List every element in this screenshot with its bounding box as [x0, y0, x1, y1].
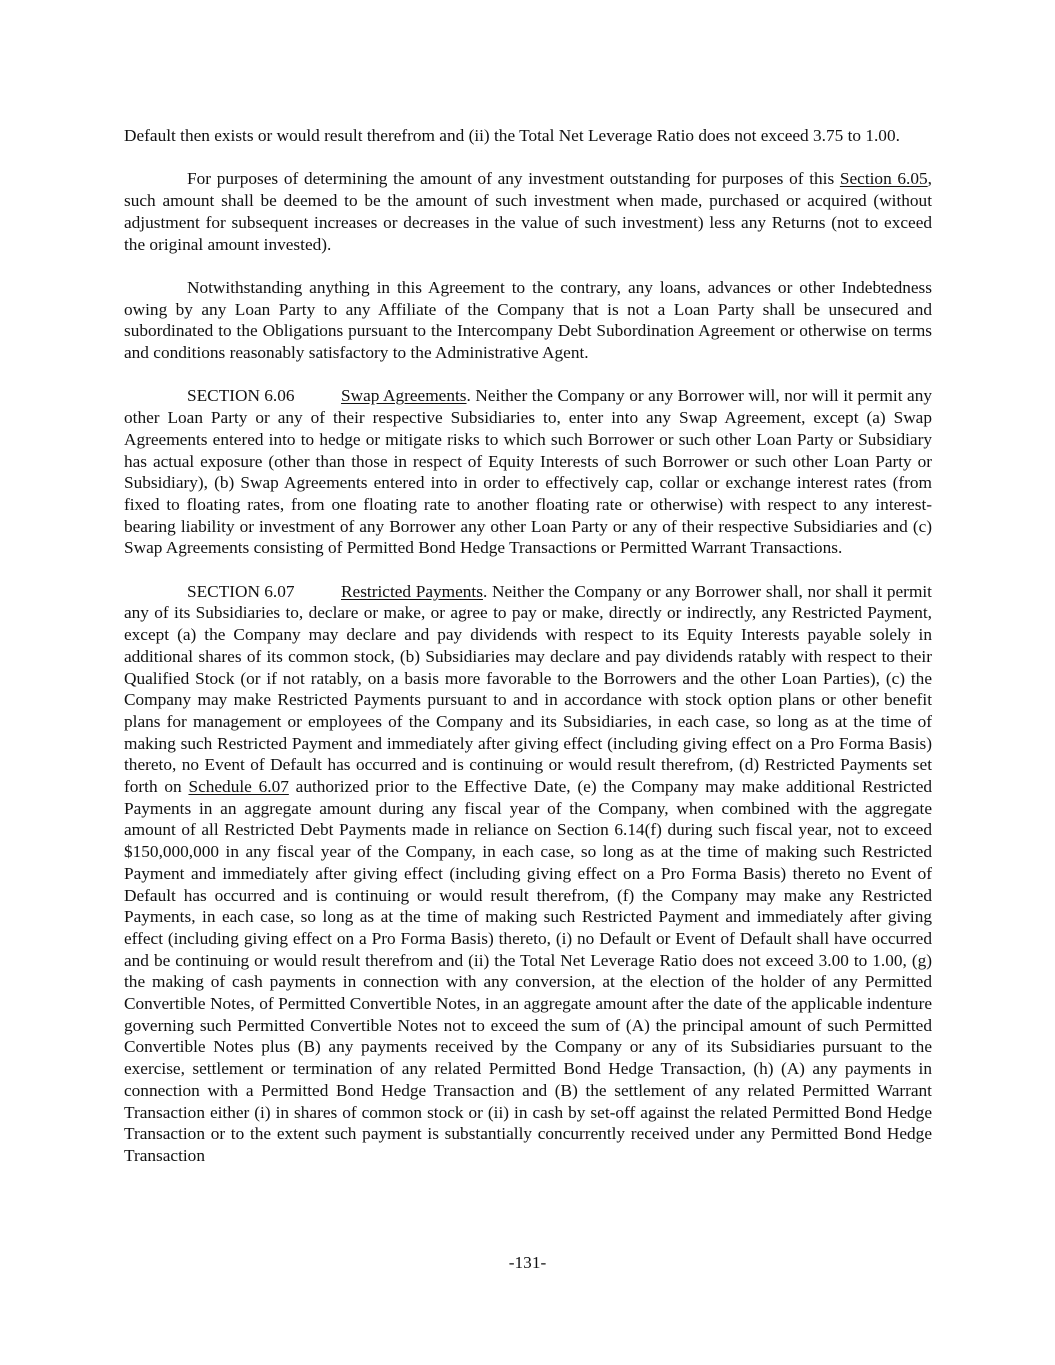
paragraph-continuation [124, 125, 932, 147]
section-6-06 [124, 385, 932, 559]
document-body [124, 125, 932, 1188]
section-body-after: authorized prior to the Effective Date, (e) the Company may make additional Restricted Payments in an aggregate amount during any fiscal year of the Company, when combined with the aggregate amount of all Restricted Debt Payments made in reliance on Section 6.14(f) during such fiscal year, not to exceed $150,000,000 in any fiscal year of the Company, in each case, so long as at the time of making such Restricted Payment and immediately after giving effect (including giving effect on a Pro Forma Basis) thereto no Event of Default has occurred and is continuing or would result therefrom, (f) the Company may make any Restricted Payments, in each case, so long as at the time of making such Restricted Payment and immediately after giving effect (including giving effect on a Pro Forma Basis) thereto, (i) no Default or Event of Default shall have occurred and be continuing or would result therefrom and (ii) the Total Net Leverage Ratio does not exceed 3.00 to 1.00, (g) the making of cash payments in connection with any conversion, at the election of the holder of any Permitted Convertible Notes, of Permitted Convertible Notes, in an aggregate amount after the date of the applicable indenture governing such Permitted Convertible Notes not to exceed the sum of (A) the principal amount of such Permitted Convertible Notes plus (B) any payments received by the Company or any of its Subsidiaries pursuant to the exercise, settlement or termination of any related Permitted Bond Hedge Transaction, (h) (A) any payments in connection with a Permitted Bond Hedge Transaction and (B) the settlement of any related Permitted Warrant Transaction either (i) in shares of common stock or (ii) in cash by set-off against the related Permitted Bond Hedge Transaction or to the extent such payment is substantially concurrently received under any Permitted Bond Hedge Transaction [124, 777, 933, 1165]
section-6-07 [124, 581, 932, 1167]
section-heading: Restricted Payments [341, 581, 483, 601]
paragraph-text-after: , such amount shall be deemed to be the amount of such investment when made, purchased or acquired (without adjustment for subsequent increases or decreases in the value of such investment) less any Returns (not to exceed the original amount invested). [124, 169, 932, 254]
paragraph-investment-amount [124, 168, 932, 255]
section-6-05-reference: Section 6.05 [839, 169, 928, 189]
section-body-before: . Neither the Company or any Borrower shall, nor shall it permit any of its Subsidiaries to, declare or make, or agree to pay or make, directly or indirectly, any Restricted Payment, except (a) the Company may declare and pay dividends with respect to its Equity Interests payable solely in additional shares of its common stock, (b) Subsidiaries may declare and pay dividends ratably with respect to their Qualified Stock (or if not ratably, on a basis more favorable to the Borrowers and the other Loan Parties), (c) the Company may make Restricted Payments pursuant to and in accordance with stock option plans or other benefit plans for management or employees of the Company and its Subsidiaries, in each case, so long as at the time of making such Restricted Payment and immediately after giving effect (including giving effect on a Pro Forma Basis) thereto, no Event of Default has occurred and is continuing or would result therefrom, (d) Restricted Payments set forth on [124, 581, 932, 797]
schedule-6-07-reference: Schedule 6.07 [188, 777, 289, 797]
paragraph-notwithstanding [124, 277, 932, 364]
page-number: -131- [508, 1253, 547, 1272]
section-body: . Neither the Company or any Borrower will, nor will it permit any other Loan Party or any of their respective Subsidiaries to, enter into any Swap Agreement, except (a) Swap Agreements entered into to hedge or mitigate risks to which such Borrower or such other Loan Party or Subsidiary has actual exposure (other than those in respect of Equity Interests of such Borrower or such other Loan Party or Subsidiary), (b) Swap Agreements entered into in order to effectively cap, collar or exchange interest rates (from fixed to floating rates, from one floating rate to another floating rate or otherwise) with respect to any interest-bearing liability or investment of any Borrower any other Loan Party or any of their respective Subsidiaries and (c) Swap Agreements consisting of Permitted Bond Hedge Transactions or Permitted Warrant Transactions. [124, 386, 933, 558]
paragraph-text: Notwithstanding anything in this Agreement to the contrary, any loans, advances or other Indebtedness owing by any Loan Party to any Affiliate of the Company that is not a Loan Party shall be unsecured and subordinated to the Obligations pursuant to the Intercompany Debt Subordination Agreement or otherwise on terms and conditions reasonably satisfactory to the Administrative Agent. [124, 277, 932, 362]
paragraph-text: Default then exists or would result therefrom and (ii) the Total Net Leverage Ratio does not exceed 3.75 to 1.00. [124, 126, 900, 145]
paragraph-text-before: For purposes of determining the amount of any investment outstanding for purposes of this [187, 169, 840, 189]
section-heading: Swap Agreements [341, 386, 467, 406]
section-number: SECTION 6.06 [187, 386, 295, 406]
section-number: SECTION 6.07 [187, 581, 295, 601]
